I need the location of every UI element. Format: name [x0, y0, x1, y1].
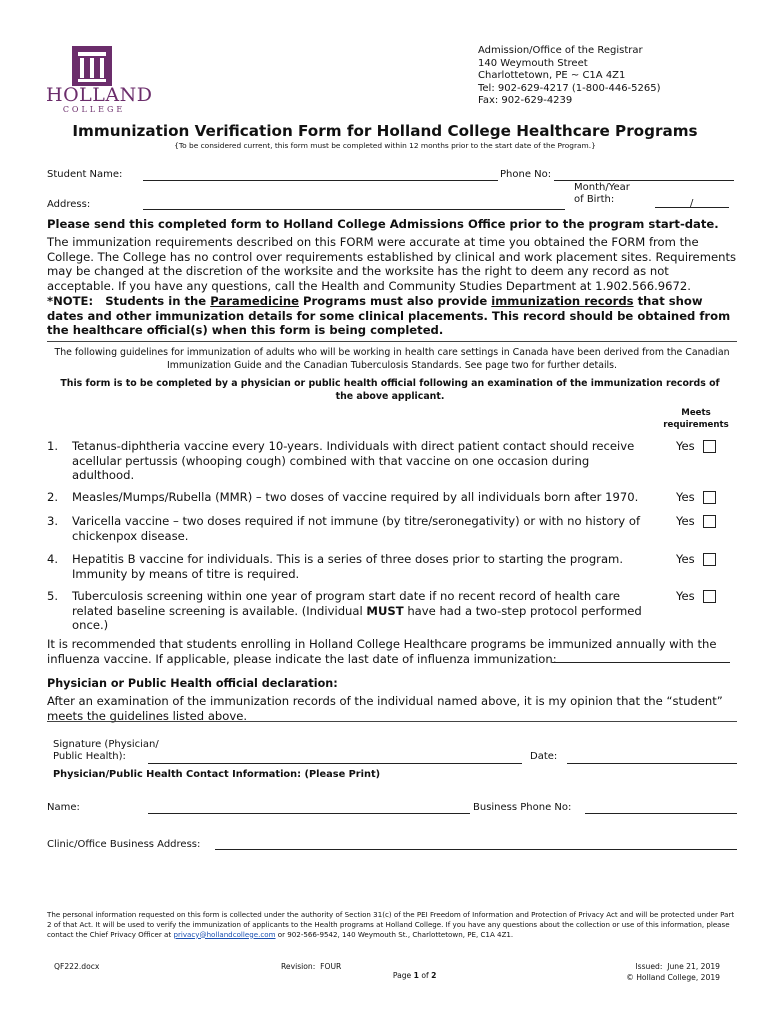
footer-file: QF222.docx: [54, 962, 100, 971]
yes-label: Yes: [676, 589, 695, 603]
requirement-text: [72, 589, 642, 633]
signature-label-line2: Public Health):: [53, 751, 126, 762]
footer-page-num: 1: [413, 971, 419, 980]
phone-no-label: Phone No:: [500, 169, 552, 180]
contact-heading: Physician/Public Health Contact Information: (Please Print): [53, 769, 381, 780]
requirement-number: 4.: [47, 552, 59, 566]
requirement-yes: [676, 552, 716, 566]
office-line: Admission/Office of the Registrar: [478, 45, 643, 56]
requirements-disclaimer: The immunization requirements described on this FORM were accurate at time you obtained the FORM from the College. The College has no control over requirements established by clinical and work placement sites. Requirements may be changed at the discretion of the worksite and the worksite has the right to deem any record as not acceptable. If you have any questions, call the Health and Community Studies Department at 1.902.566.9672.: [47, 235, 737, 293]
requirement-yes: [676, 490, 716, 504]
footer-page-text: Page: [392, 971, 414, 980]
privacy-email-link[interactable]: privacy@hollandcollege.com: [173, 929, 276, 939]
yes-label: Yes: [676, 439, 695, 453]
college-logo: [44, 44, 153, 114]
requirement-text-part: have had a two-step protocol performed once.): [72, 603, 642, 632]
requirement-text: Tetanus-diphtheria vaccine every 10-years. Individuals with direct patient contact should receive acellular pertussis (whooping cough) combined with that vaccine on one occasion during adulthood.: [72, 439, 635, 482]
privacy-notice: [47, 910, 737, 939]
requirement-yes: [676, 439, 716, 453]
date-field[interactable]: [567, 763, 737, 764]
footer-issued: Issued: June 21, 2019: [635, 962, 720, 971]
paramedicine-note: [47, 294, 737, 338]
yes-label: Yes: [676, 490, 695, 504]
date-label: Date:: [530, 751, 558, 762]
address-field[interactable]: [143, 209, 565, 210]
yes-label: Yes: [676, 552, 695, 566]
privacy-text: or 902-566-9542, 140 Weymouth St., Charlottetown, PE, C1A 4Z1.: [275, 929, 514, 939]
requirement-item: [47, 589, 647, 633]
footer-revision: Revision: FOUR: [281, 962, 342, 971]
form-subtitle: {To be considered current, this form must be completed within 12 months prior to the start date of the Program.}: [174, 141, 596, 150]
requirement-text-part: Tuberculosis screening within one year of program start date if no recent record of health care related baseline screening is available. (Individual: [72, 589, 620, 618]
declaration-heading: Physician or Public Health official declaration:: [47, 677, 338, 690]
office-line: Charlottetown, PE ~ C1A 4Z1: [478, 70, 626, 82]
requirement-must: MUST: [366, 603, 404, 618]
signature-field[interactable]: [148, 763, 522, 764]
influenza-date-field[interactable]: [552, 662, 730, 663]
requirement-2-checkbox[interactable]: [703, 491, 716, 504]
footer-page-text: of: [418, 971, 432, 980]
note-text: that show dates and other immunization details for some clinical placements. This record should be obtained from the healthcare official(s) when this form is being completed.: [47, 294, 731, 337]
business-phone-label: Business Phone No:: [473, 802, 572, 813]
note-text: Programs must also provide: [298, 294, 492, 308]
office-line: Tel: 902-629-4217 (1-800-446-5265): [478, 82, 661, 94]
footer-page: [388, 962, 436, 980]
form-title: Immunization Verification Form for Holland College Healthcare Programs: [72, 122, 698, 140]
send-instruction: Please send this completed form to Holland College Admissions Office prior to the program start-date.: [47, 217, 719, 231]
form-completion-note: This form is to be completed by a physician or public health official following an examination of the immunization records of the above applicant.: [60, 378, 720, 402]
requirement-5-checkbox[interactable]: [703, 590, 716, 603]
footer-page-total: 2: [431, 971, 437, 980]
requirement-number: 2.: [47, 490, 59, 504]
requirement-yes: [676, 589, 716, 603]
note-text: *NOTE: Students in the: [47, 294, 211, 308]
clinic-address-field[interactable]: [215, 849, 737, 850]
student-name-field[interactable]: [143, 180, 498, 181]
requirement-item: [47, 439, 647, 483]
requirement-3-checkbox[interactable]: [703, 515, 716, 528]
requirement-number: 5.: [47, 589, 59, 603]
signature-label-line1: Signature (Physician/: [53, 739, 159, 750]
address-label: Address:: [47, 199, 91, 210]
influenza-recommendation: It is recommended that students enrolling in Holland College Healthcare programs be immunized annually with the influenza vaccine. If applicable, please indicate the last date of influenza immunization:: [47, 637, 717, 666]
requirement-item: [47, 490, 647, 506]
meets-requirements-header: Meets requirements: [663, 408, 729, 430]
requirement-text: Varicella vaccine – two doses required if not immune (by titre/seronegativity) or with no history of chickenpox disease.: [72, 514, 641, 543]
logo-name: HOLLAND: [46, 84, 153, 106]
requirement-number: 3.: [47, 514, 59, 528]
privacy-text: The personal information requested on this form is collected under the authority of Section 31(c) of the PEI Freedom of Information and Protection of Privacy Act and will be protected under Part 2 of that Act. It will be used to verify the immunization of applicants to the Health programs at Holland College. If you have any questions about the collection or use of this information, please contact the Chief Privacy Officer at: [47, 910, 735, 939]
clinic-address-label: Clinic/Office Business Address:: [47, 839, 201, 850]
business-phone-field[interactable]: [585, 813, 737, 814]
dob-label-line1: Month/Year: [574, 182, 630, 193]
college-crest-icon: [44, 44, 142, 88]
footer-copyright: © Holland College, 2019: [626, 973, 720, 982]
student-name-label: Student Name:: [47, 169, 123, 180]
note-immunization-records: immunization records: [491, 294, 634, 308]
physician-name-label: Name:: [47, 802, 80, 813]
requirement-item: [47, 552, 647, 582]
declaration-text: After an examination of the immunization records of the individual named above, it is my opinion that the “student” meets the guidelines listed above.: [47, 694, 723, 723]
dob-label-line2: of Birth:: [574, 194, 615, 205]
office-line: Fax: 902-629-4239: [478, 95, 573, 107]
note-paramedicine: Paramedicine: [210, 294, 299, 308]
divider: [47, 341, 737, 342]
logo-subname: COLLEGE: [62, 105, 126, 114]
dob-slash: /: [690, 198, 694, 209]
requirement-1-checkbox[interactable]: [703, 440, 716, 453]
requirement-text: Hepatitis B vaccine for individuals. This is a series of three doses prior to starting the program. Immunity by means of titre is required.: [72, 552, 624, 581]
requirement-number: 1.: [47, 439, 59, 453]
yes-label: Yes: [676, 514, 695, 528]
requirement-item: [47, 514, 647, 544]
office-line: 140 Weymouth Street: [478, 57, 588, 69]
office-address: [478, 45, 661, 108]
phone-no-field[interactable]: [554, 180, 734, 181]
divider: [47, 721, 737, 722]
physician-name-field[interactable]: [148, 813, 470, 814]
requirement-4-checkbox[interactable]: [703, 553, 716, 566]
guidelines-text: The following guidelines for immunization of adults who will be working in health care settings in Canada have been derived from the Canadian Immunization Guide and the Canadian Tuberculosis Standards. See page two for further details.: [54, 347, 730, 371]
requirement-yes: [676, 514, 716, 528]
requirement-text: Measles/Mumps/Rubella (MMR) – two doses of vaccine required by all individuals born after 1970.: [72, 490, 639, 504]
